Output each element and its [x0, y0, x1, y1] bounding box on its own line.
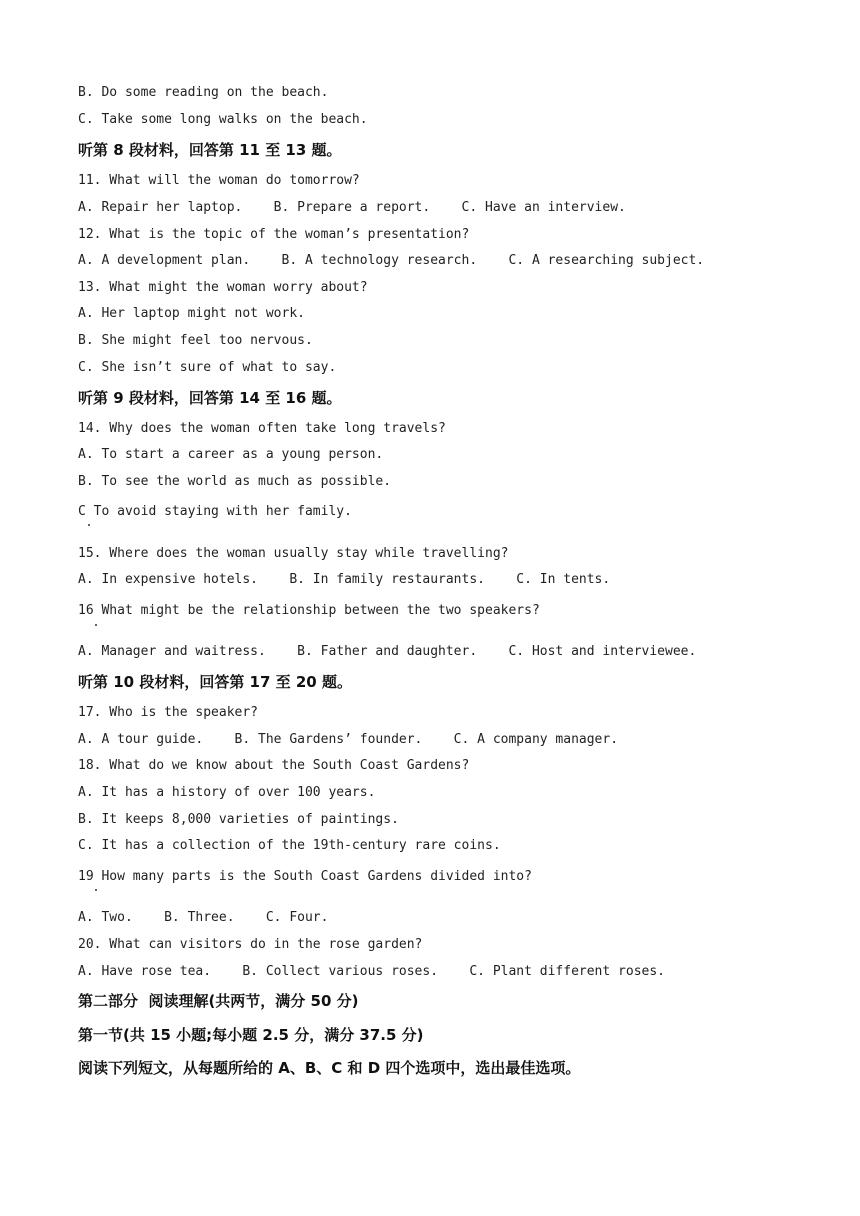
question-19-options: A. Two. B. Three. C. Four.	[78, 910, 329, 925]
q10-option-b: B. Do some reading on the beach.	[78, 85, 329, 100]
section-one-heading: 第一节(共 15 小题;每小题 2.5 分，满分 37.5 分)	[78, 1026, 424, 1044]
question-13: 13. What might the woman worry about?	[78, 280, 368, 295]
question-18-option-c: C. It has a collection of the 19th-century rare coins.	[78, 838, 501, 853]
question-20: 20. What can visitors do in the rose garden?	[78, 937, 423, 952]
question-14-option-b: B. To see the world as much as possible.	[78, 474, 392, 489]
question-16: 16 What might be the relationship between the two speakers?	[78, 603, 540, 618]
question-20-options: A. Have rose tea. B. Collect various roses. C. Plant different roses.	[78, 964, 665, 979]
stray-dot-mark	[95, 889, 97, 891]
question-11-options: A. Repair her laptop. B. Prepare a report. C. Have an interview.	[78, 200, 626, 215]
question-11: 11. What will the woman do tomorrow?	[78, 173, 360, 188]
section-heading-10: 听第 10 段材料，回答第 17 至 20 题。	[78, 673, 352, 691]
question-18: 18. What do we know about the South Coast Gardens?	[78, 758, 470, 773]
question-14-option-a: A. To start a career as a young person.	[78, 447, 384, 462]
section-heading-8: 听第 8 段材料，回答第 11 至 13 题。	[78, 141, 342, 159]
question-16-options: A. Manager and waitress. B. Father and daughter. C. Host and interviewee.	[78, 644, 697, 659]
question-19: 19 How many parts is the South Coast Gardens divided into?	[78, 869, 532, 884]
question-15: 15. Where does the woman usually stay while travelling?	[78, 546, 509, 561]
stray-dot-mark	[88, 524, 90, 526]
question-17: 17. Who is the speaker?	[78, 705, 259, 720]
stray-dot-mark	[95, 624, 97, 626]
question-17-options: A. A tour guide. B. The Gardens’ founder. C. A company manager.	[78, 732, 619, 747]
question-12-options: A. A development plan. B. A technology research. C. A researching subject.	[78, 253, 705, 268]
question-14: 14. Why does the woman often take long travels?	[78, 421, 446, 436]
question-18-option-b: B. It keeps 8,000 varieties of paintings.	[78, 812, 399, 827]
question-13-option-c: C. She isn’t sure of what to say.	[78, 360, 337, 375]
part-two-heading: 第二部分 阅读理解(共两节，满分 50 分)	[78, 992, 359, 1010]
reading-instructions: 阅读下列短文，从每题所给的 A、B、C 和 D 四个选项中，选出最佳选项。	[78, 1059, 581, 1077]
question-12: 12. What is the topic of the woman’s presentation?	[78, 227, 470, 242]
question-18-option-a: A. It has a history of over 100 years.	[78, 785, 376, 800]
question-14-option-c: C To avoid staying with her family.	[78, 504, 352, 519]
section-heading-9: 听第 9 段材料，回答第 14 至 16 题。	[78, 389, 342, 407]
question-15-options: A. In expensive hotels. B. In family restaurants. C. In tents.	[78, 572, 611, 587]
question-13-option-b: B. She might feel too nervous.	[78, 333, 313, 348]
q10-option-c: C. Take some long walks on the beach.	[78, 112, 368, 127]
question-13-option-a: A. Her laptop might not work.	[78, 306, 305, 321]
